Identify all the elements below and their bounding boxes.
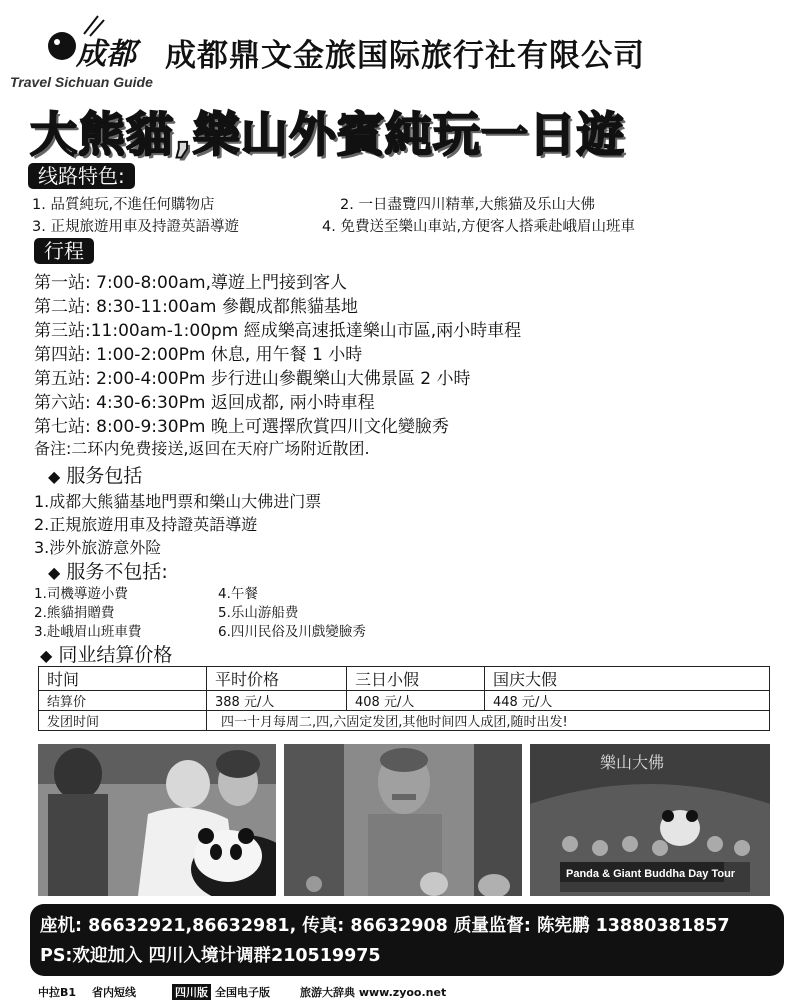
contact-footer [30,904,784,976]
itinerary-stop: 第六站: 4:30-6:30Pm 返回成都, 兩小時車程 [34,393,375,413]
excludes-header: ◆ 服务不包括: [48,561,168,583]
company-logo [40,12,160,78]
table-header-cell: 国庆大假 [485,667,770,691]
photo-leshan-buddha [284,744,522,896]
edition-tag: 四川版 [172,984,211,1000]
table-cell: 408 元/人 [347,691,485,711]
includes-item: 2.正規旅遊用車及持證英語導遊 [34,515,258,534]
feature-item: 2. 一日盡覽四川精華,大熊猫及乐山大佛 [340,197,596,213]
includes-item: 3.涉外旅游意外险 [34,538,162,557]
itinerary-stop: 第四站: 1:00-2:00Pm 休息, 用午餐 1 小時 [34,345,363,365]
excludes-item: 3.赴峨眉山班車費 [34,624,142,640]
excludes-item: 2.熊貓捐贈費 [34,605,115,621]
excludes-item: 1.司機導遊小費 [34,586,128,602]
pricing-header: ◆ 同业结算价格 [40,644,173,666]
itinerary-stop: 第三站:11:00am-1:00pm 經成樂高速抵達樂山市區,兩小時車程 [34,321,522,341]
table-row [39,711,770,731]
table-cell: 发团时间 [39,711,207,731]
bottom-category: 省内短线 [92,986,136,999]
panda-logo-icon [40,12,160,78]
tour-banner-text: Panda & Giant Buddha Day Tour [566,868,736,880]
table-cell: 388 元/人 [207,691,347,711]
excludes-item: 4.午餐 [218,586,258,602]
itinerary-stop: 第七站: 8:00-9:30Pm 晚上可選擇欣賞四川文化變臉秀 [34,417,449,437]
photo-group-tour [530,744,770,896]
bottom-bar [0,984,800,1000]
table-header-cell: 三日小假 [347,667,485,691]
price-table [38,666,770,731]
contact-line: 座机: 86632921,86632981, 传真: 86632908 质量监督: 陈宪鹏 13880381857 [40,916,730,936]
bottom-code: 中拉B1 [38,986,77,999]
features-header: 线路特色: [28,163,135,189]
scenic-sign-text: 樂山大佛 [600,753,665,772]
feature-item: 1. 品質純玩,不進任何購物店 [32,197,215,213]
bottom-edition: 全国电子版 [215,986,270,999]
table-cell: 448 元/人 [485,691,770,711]
company-name: 成都鼎文金旅国际旅行社有限公司 [165,38,645,74]
itinerary-stop: 第二站: 8:30-11:00am 參觀成都熊貓基地 [34,297,358,317]
includes-header: ◆ 服务包括 [48,465,143,487]
diamond-bullet-icon: ◆ [48,563,61,582]
itinerary-stop: 第一站: 7:00-8:00am,導遊上門接到客人 [34,273,347,293]
table-cell: 四一十月每周二,四,六固定发团,其他时间四人成团,随时出发! [207,711,770,731]
itinerary-header: 行程 [34,238,94,264]
diamond-bullet-icon: ◆ [48,467,61,486]
itinerary-stop: 第五站: 2:00-4:00Pm 步行进山參觀樂山大佛景區 2 小時 [34,369,471,389]
excludes-item: 6.四川民俗及川戲變臉秀 [218,624,366,640]
photo-panda-visitors [38,744,276,896]
logo-chars: 成都 [76,37,136,72]
feature-item: 3. 正規旅遊用車及持證英語導遊 [32,219,239,235]
table-header-cell: 时间 [39,667,207,691]
bottom-website: 旅游大辞典 www.zyoo.net [300,986,447,999]
itinerary-note: 备注:二环内免费接送,返回在天府广场附近散团. [34,439,370,458]
logo-subtitle: Travel Sichuan Guide [10,74,153,90]
includes-item: 1.成都大熊貓基地門票和樂山大佛进门票 [34,492,322,511]
excludes-item: 5.乐山游船费 [218,605,299,621]
diamond-bullet-icon: ◆ [40,646,53,665]
table-row [39,691,770,711]
wechat-group-line: PS:欢迎加入 四川入境计调群210519975 [40,946,381,966]
table-row [39,667,770,691]
table-cell: 结算价 [39,691,207,711]
tour-title-banner: 大熊貓,樂山外賓純玩一日遊 [30,108,625,163]
feature-item: 4. 免費送至樂山車站,方便客人搭乘赴峨眉山班車 [322,219,636,235]
table-header-cell: 平时价格 [207,667,347,691]
